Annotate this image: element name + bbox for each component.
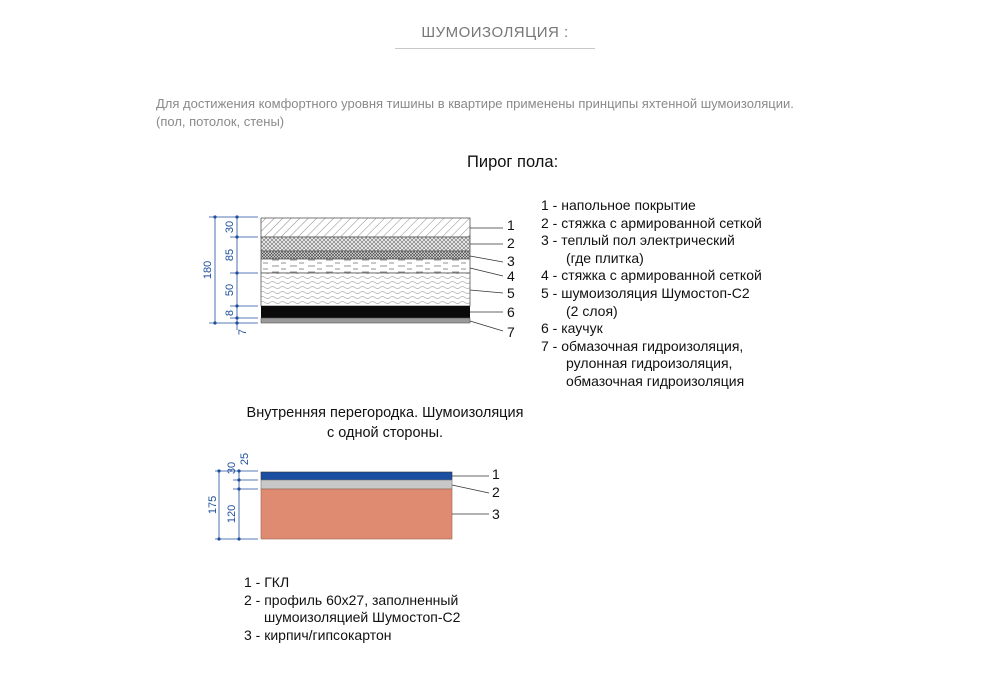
floor-section-diagram xyxy=(202,215,515,340)
partition-layer-3-brick xyxy=(261,489,452,539)
floor-label-3: 3 xyxy=(507,253,515,269)
floor-layer-4-screed xyxy=(261,259,470,273)
floor-legend-item-5-note: (2 слоя) xyxy=(566,302,618,319)
floor-layer-1-covering xyxy=(261,218,470,237)
partition-dim-30: 30 xyxy=(226,461,238,475)
floor-legend-item-3-note: (где плитка) xyxy=(566,249,644,266)
floor-legend-item-7-cont2: обмазочная гидроизоляция xyxy=(566,372,745,389)
floor-dim-50: 50 xyxy=(224,283,236,297)
floor-label-1: 1 xyxy=(507,217,515,233)
floor-layer-3-heating xyxy=(261,251,470,259)
floor-legend-item-7: 7 - обмазочная гидроизоляция, xyxy=(541,337,744,354)
partition-dim-120: 120 xyxy=(226,504,238,524)
partition-leader-lines xyxy=(452,476,489,514)
floor-layer-7-waterproofing xyxy=(261,318,470,323)
partition-heading-line1: Внутренняя перегородка. Шумоизоляция xyxy=(246,405,524,421)
partition-label-3: 3 xyxy=(492,506,500,522)
floor-label-2: 2 xyxy=(507,235,515,251)
floor-layer-6-rubber xyxy=(261,306,470,318)
floor-layer-2-screed xyxy=(261,237,470,251)
floor-dim-total: 180 xyxy=(202,260,214,280)
partition-section-diagram xyxy=(207,453,500,541)
floor-label-6: 6 xyxy=(507,304,515,320)
partition-legend-item-2: 2 - профиль 60х27, заполненный xyxy=(244,591,459,608)
partition-layer-1-gkl xyxy=(261,472,452,480)
partition-label-2: 2 xyxy=(492,484,500,500)
floor-legend-item-3: 3 - теплый пол электрический xyxy=(541,232,735,249)
partition-legend-item-1: 1 - ГКЛ xyxy=(244,574,290,590)
floor-layer-5-insulation xyxy=(261,273,470,306)
floor-legend-item-1: 1 - напольное покрытие xyxy=(541,197,696,213)
partition-dim-25: 25 xyxy=(239,452,251,466)
partition-label-1: 1 xyxy=(492,466,500,482)
floor-dim-8: 8 xyxy=(224,309,236,317)
intro-text: Для достижения комфортного уровня тишины в квартире применены принципы яхтенной шумоизоляции. xyxy=(156,96,794,111)
floor-legend-item-7-cont1: рулонная гидроизоляция, xyxy=(566,355,733,372)
floor-label-7: 7 xyxy=(507,324,515,340)
floor-legend-item-6: 6 - каучук xyxy=(541,320,603,337)
partition-dim-total: 175 xyxy=(207,495,219,515)
floor-dim-7: 7 xyxy=(237,328,249,336)
page-title: ШУМОИЗОЛЯЦИЯ : xyxy=(421,24,569,41)
floor-legend-item-2: 2 - стяжка с армированной сеткой xyxy=(541,214,762,231)
floor-leader-lines xyxy=(470,228,503,331)
floor-label-5: 5 xyxy=(507,285,515,301)
floor-legend-item-4: 4 - стяжка с армированной сеткой xyxy=(541,267,762,284)
floor-label-4: 4 xyxy=(507,268,515,284)
floor-dim-85: 85 xyxy=(224,248,236,262)
partition-legend-item-3: 3 - кирпич/гипсокартон xyxy=(244,626,392,643)
partition-heading-line2: с одной стороны. xyxy=(326,425,444,441)
floor-dim-30: 30 xyxy=(224,220,236,234)
floor-legend-item-5: 5 - шумоизоляция Шумостоп-С2 xyxy=(541,284,750,301)
partition-legend-item-2-cont: шумоизоляцией Шумостоп-С2 xyxy=(264,609,461,626)
intro-subtext: (пол, потолок, стены) xyxy=(156,114,285,129)
partition-layer-2-profile xyxy=(261,480,452,489)
floor-section-heading: Пирог пола: xyxy=(467,153,559,171)
